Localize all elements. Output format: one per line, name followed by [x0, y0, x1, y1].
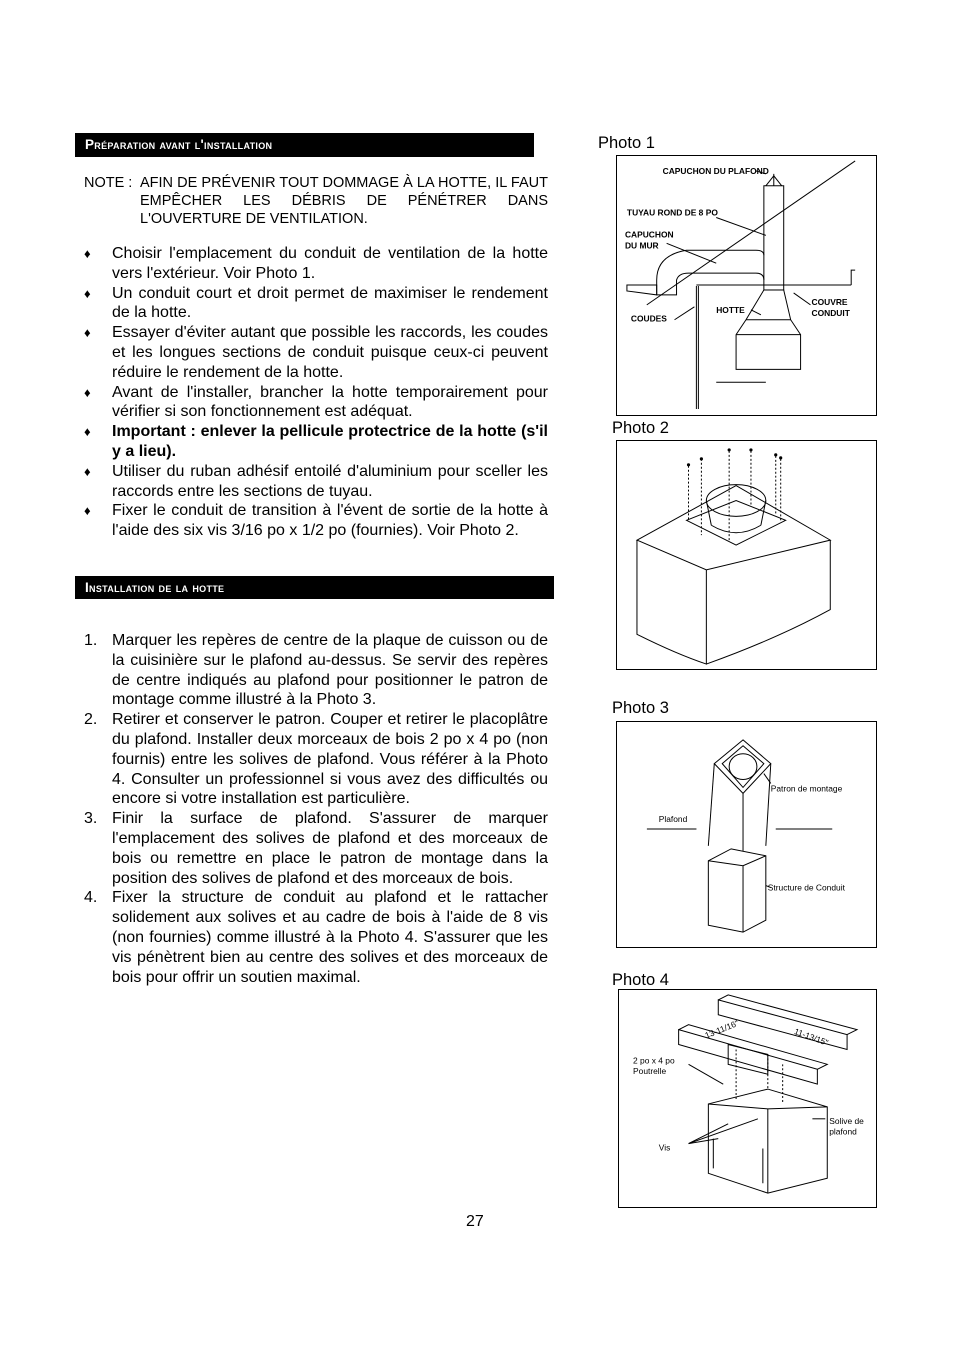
- list-item: [84, 631, 548, 710]
- label-vis: Vis: [658, 1142, 671, 1153]
- label-couvre-conduit-2: CONDUIT: [811, 307, 850, 318]
- step-number: 2.: [84, 711, 98, 729]
- note-text: AFIN DE PRÉVENIR TOUT DOMMAGE À LA HOTTE, IL FAUT EMPÊCHER LES DÉBRIS DE PÉNÉTRER DANS L'OUVERTURE DE VENTILATION.: [140, 175, 548, 227]
- list-item: ♦ Essayer d'éviter autant que possible les raccords, les coudes et les longues sections de conduit puisque ceux-ci peuvent réduire le rendement de la hotte.: [84, 324, 548, 381]
- label-hotte: HOTTE: [716, 304, 745, 315]
- step-number: 3.: [84, 810, 98, 828]
- list-item: ♦ Choisir l'emplacement du conduit de ventilation de la hotte vers l'extérieur. Voir Photo 1.: [84, 245, 548, 282]
- photo-2-diagram: [617, 441, 876, 669]
- label-structure-conduit: Structure de Conduit: [767, 882, 845, 893]
- section-header-installation: [75, 576, 554, 599]
- photo-4-caption: Photo 4: [612, 971, 669, 989]
- label-solive: Solive de: [829, 1115, 864, 1126]
- step-text: Retirer et conserver le patron. Couper et retirer le placoplâtre du plafond. Installer deux morceaux de bois 2 po x 4 po (non fournis) entre les solives de plafond. Vous référer à la Photo 4. Consulter un professionnel si vous avez des difficultés ou encore si votre installation est particulière.: [112, 711, 548, 808]
- diamond-bullet-icon: ♦: [84, 503, 91, 519]
- label-solive-2: plafond: [829, 1126, 857, 1137]
- section-title: Préparation avant l'installation: [85, 137, 273, 152]
- note-block: [84, 174, 548, 228]
- diamond-bullet-icon: ♦: [84, 424, 91, 440]
- diamond-bullet-icon: ♦: [84, 285, 91, 301]
- step-text: Fixer la structure de conduit au plafond et le rattacher solidement aux solives et au cadre de bois à l'aide de 8 vis (non fournies) comme illustré à la Photo 4. S'assurer que les vis pénètrent bien au centre des solives et des morceaux de bois pour offrir un soutien maximal.: [112, 889, 548, 986]
- label-couvre-conduit: COUVRE: [811, 296, 848, 307]
- page-number: 27: [466, 1213, 484, 1230]
- list-item: [84, 809, 548, 888]
- label-dimension-1: 13-11/16": [703, 1017, 741, 1041]
- photo-1-caption: Photo 1: [598, 134, 655, 152]
- step-number: 1.: [84, 632, 98, 649]
- photo-1-diagram: [617, 156, 876, 415]
- photo-3-caption: Photo 3: [612, 699, 669, 717]
- list-item: ♦ Avant de l'installer, brancher la hotte temporairement pour vérifier si son fonctionnement est adéquat.: [84, 383, 548, 421]
- label-coudes: COUDES: [630, 313, 667, 324]
- list-item: [84, 710, 548, 809]
- label-poutrelle: Poutrelle: [633, 1066, 667, 1077]
- photo-4-figure: [618, 989, 877, 1208]
- installation-steps-list: [84, 631, 548, 987]
- diamond-bullet-icon: ♦: [84, 246, 91, 261]
- photo-3-diagram: [617, 722, 876, 947]
- list-item: ♦ Fixer le conduit de transition à l'évent de sortie de la hotte à l'aide des six vis 3/16 po x 1/2 po (fournies). Voir Photo 2.: [84, 502, 548, 540]
- preparation-bullet-list: [84, 244, 548, 541]
- list-item: [84, 888, 548, 987]
- section-header-preparation: [75, 133, 534, 157]
- label-dimension-2: 11-13/15": [792, 1026, 830, 1048]
- label-tuyau-rond: TUYAU ROND DE 8 PO: [626, 207, 718, 218]
- photo-1-figure: [616, 155, 877, 416]
- step-number: 4.: [84, 889, 98, 907]
- label-capuchon-plafond: CAPUCHON DU PLAFOND: [662, 165, 769, 176]
- diamond-bullet-icon: ♦: [84, 463, 91, 479]
- note-label: NOTE :: [84, 175, 133, 191]
- section-title: Installation de la hotte: [85, 580, 225, 595]
- diamond-bullet-icon: ♦: [84, 384, 91, 400]
- photo-2-caption: Photo 2: [612, 419, 669, 437]
- label-plafond: Plafond: [658, 814, 688, 825]
- label-bois-2x4: 2 po x 4 po: [633, 1055, 675, 1066]
- photo-2-figure: [616, 440, 877, 670]
- label-capuchon-mur-2: DU MUR: [624, 240, 659, 251]
- list-item: ♦ Utiliser du ruban adhésif entoilé d'aluminium pour sceller les raccords entre les sections de tuyau.: [84, 462, 548, 500]
- step-text: Marquer les repères de centre de la plaque de cuisson ou de la cuisinière sur le plafond au-dessus. Se servir des repères de centre indiqués au plafond pour positionner le patron de montage comme illustré à la Photo 3.: [112, 632, 548, 709]
- photo-4-diagram: [619, 990, 876, 1207]
- list-item-important: ♦ Important : enlever la pellicule protectrice de la hotte (s'il y a lieu).: [84, 423, 548, 460]
- list-item: ♦ Un conduit court et droit permet de maximiser le rendement de la hotte.: [84, 284, 548, 322]
- label-capuchon-mur: CAPUCHON: [624, 229, 674, 240]
- photo-3-figure: [616, 721, 877, 948]
- label-patron-montage: Patron de montage: [770, 783, 843, 794]
- diamond-bullet-icon: ♦: [84, 325, 91, 341]
- step-text: Finir la surface de plafond. S'assurer de marquer l'emplacement des solives de plafond et des morceaux de bois ou remettre en place le patron de montage dans la position des solives de plafond et des morceaux de bois.: [112, 810, 548, 887]
